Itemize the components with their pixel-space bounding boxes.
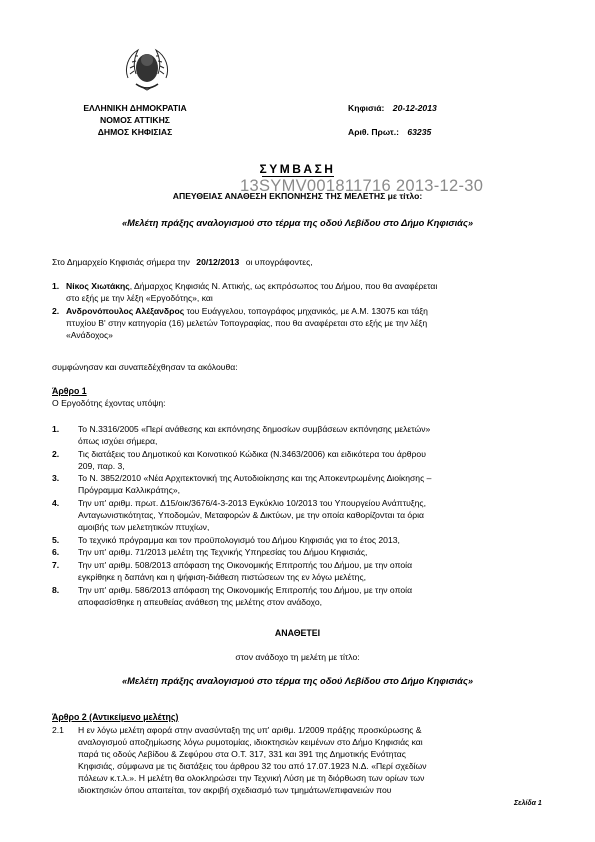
intro-line <box>52 256 313 268</box>
assigns-heading: ΑΝΑΘΕΤΕΙ <box>274 628 321 638</box>
article-1-item-line: εγκρίθηκε η δαπάνη και η ψήφιση-διάθεση πιστώσεων της εν λόγω μελέτης, <box>78 572 366 582</box>
issuer-block <box>60 102 210 138</box>
article-1-intro: Ο Εργοδότης έχοντας υπόψη: <box>52 398 166 408</box>
assigns-sub: στον ανάδοχο τη μελέτη με τίτλο: <box>235 652 360 662</box>
article-1-item-number: 1. <box>52 424 60 434</box>
article-1-item-number: 4. <box>52 498 60 508</box>
party-number: 1. <box>52 281 60 291</box>
agreed-line: συμφώνησαν και συναπεδέχθησαν τα ακόλουθα: <box>52 362 238 372</box>
subtitle: ΑΠΕΥΘΕΙΑΣ ΑΝΑΘΕΣΗ ΕΚΠΟΝΗΣΗΣ ΤΗΣ ΜΕΛΕΤΗΣ με τίτλο: <box>172 191 423 201</box>
party-1 <box>66 280 547 304</box>
article-1-item-number: 8. <box>52 585 60 595</box>
article-1-item <box>78 559 547 583</box>
article-1-item-line: Το Ν. 3852/2010 «Νέα Αρχιτεκτονική της Αυτοδιοίκησης και της Αποκεντρωμένης Διοίκησης – <box>78 473 432 483</box>
contract-subject: «Μελέτη πράξης αναλογισμού στο τέρμα της οδού Λεβίδου στο Δήμο Κηφισιάς» <box>121 218 474 228</box>
article-1-item <box>78 448 547 472</box>
article-1-item-line: αποφασίσθηκε η απευθείας ανάθεση της μελέτης στον ανάδοχο, <box>78 597 322 607</box>
page-footer: Σελίδα 1 <box>514 800 542 807</box>
place-label: Κηφισιά: <box>348 103 385 113</box>
article-2-line: αναλογισμού αποζημίωσης λόγω ρυμοτομίας, ιδιοκτησιών κειμένων στο Δήμο Κηφισιάς και <box>78 737 423 747</box>
article-2-line: πόλεων κ.τ.λ.». Η μελέτη θα ολοκληρώσει την Τεχνική Λύση με τη διόρθωση των ορίων των <box>78 773 425 783</box>
article-2-line: παρά τις οδούς Λεβίδου & Ζεφύρου στα Ο.Τ. 317, 331 και 391 της Δημοτικής Ενότητας <box>78 749 406 759</box>
party-text: , Δήμαρχος Κηφισιάς Ν. Αττικής, ως εκπρόσωπος του Δήμου, που θα αναφέρεται <box>129 281 438 291</box>
party-name: Ανδρονόπουλος Αλέξανδρος <box>66 306 185 316</box>
article-1-item-line: Το τεχνικό πρόγραμμα και τον προϋπολογισμό του Δήμου Κηφισιάς για το έτος 2013, <box>78 535 400 545</box>
article-1-item <box>78 546 547 558</box>
article-1-item <box>78 423 547 447</box>
issuer-line: ΝΟΜΟΣ ΑΤΤΙΚΗΣ <box>100 115 170 125</box>
article-1-item-line: Την υπ' αριθμ. 71/2013 μελέτη της Τεχνικής Υπηρεσίας του Δήμου Κηφισιάς, <box>78 547 368 557</box>
article-2-number: 2.1 <box>52 725 64 735</box>
document-date: 20-12-2013 <box>392 103 437 113</box>
article-1-item-line: 209, παρ. 3, <box>78 461 125 471</box>
article-1-item-number: 3. <box>52 473 60 483</box>
protocol-number: 63235 <box>407 127 432 137</box>
article-2-line: ιδιοκτησιών όπου απαιτείται, τον ακριβή σχεδιασμό των τμημάτων/επιφανειών που <box>78 785 392 795</box>
article-1-item-number: 5. <box>52 535 60 545</box>
party-name: Νίκος Χιωτάκης <box>66 281 130 291</box>
article-2-body <box>78 724 547 796</box>
article-1-item-number: 7. <box>52 560 60 570</box>
article-1-item-line: αμοιβής των μελετητικών πτυχίων, <box>78 522 210 532</box>
issuer-line: ΔΗΜΟΣ ΚΗΦΙΣΙΑΣ <box>97 127 173 137</box>
article-1-item-number: 6. <box>52 547 60 557</box>
article-1-item-line: όπως ισχύει σήμερα, <box>78 436 158 446</box>
article-1-heading: Άρθρο 1 <box>52 386 87 396</box>
party-2 <box>66 305 547 341</box>
article-1-item-line: Τις διατάξεις του Δημοτικού και Κοινοτικού Κώδικα (Ν.3463/2006) και ειδικότερα του άρθρου <box>78 449 426 459</box>
article-1-item-line: Την υπ' αριθμ. 508/2013 απόφαση της Οικονομικής Επιτροπής του Δήμου, με την οποία <box>78 560 413 570</box>
greek-emblem-logo <box>120 44 174 94</box>
contract-subject-repeat: «Μελέτη πράξης αναλογισμού στο τέρμα της οδού Λεβίδου στο Δήμο Κηφισιάς» <box>121 676 474 686</box>
article-1-item-line: Πρόγραμμα Καλλικράτης», <box>78 485 181 495</box>
article-2-heading: Άρθρο 2 (Αντικείμενο μελέτης) <box>52 712 179 722</box>
registry-stamp: 13SYMV001811716 2013-12-30 <box>240 177 484 195</box>
party-text: πτυχίου Β' στην κατηγορία (16) μελετών Τοπογραφίας, που θα αναφέρεται στο εξής με την λέξη <box>66 318 428 328</box>
intro-date: 20/12/2013 <box>196 257 240 267</box>
article-1-item-line: Το Ν.3316/2005 «Περί ανάθεσης και εκπόνησης δημοσίων συμβάσεων εκπόνησης μελετών» <box>78 424 431 434</box>
article-1-item <box>78 534 547 546</box>
intro-suffix: οι υπογράφοντες, <box>245 257 313 267</box>
issuer-line: ΕΛΛΗΝΙΚΗ ΔΗΜΟΚΡΑΤΙΑ <box>83 103 187 113</box>
article-1-item-number: 2. <box>52 449 60 459</box>
article-1-item <box>78 497 547 533</box>
party-text: «Ανάδοχος» <box>66 330 113 340</box>
article-1-item-line: Ανταγωνιστικότητας, Υποδομών, Μεταφορών & Δικτύων, με την οποία καθορίζονται τα όρια <box>78 510 424 520</box>
date-line <box>348 102 437 114</box>
article-2-line: Κηφισιάς, σύμφωνα με τις διατάξεις του άρθρου 32 του από 17.07.1923 Ν.Δ. «Περί σχεδίων <box>78 761 427 771</box>
article-1-item <box>78 584 547 608</box>
party-text: στο εξής με την λέξη «Εργοδότης», και <box>66 293 213 303</box>
page-title: ΣΥΜΒΑΣΗ <box>259 162 336 176</box>
protocol-line <box>348 126 431 138</box>
article-1-item <box>78 472 547 496</box>
party-number: 2. <box>52 306 60 316</box>
party-text: του Ευάγγελου, τοπογράφος μηχανικός, με Α.Μ. 13075 και τάξη <box>184 306 428 316</box>
article-1-item-line: Την υπ' αριθμ. πρωτ. Δ15/οικ/3676/4-3-2013 Εγκύκλιο 10/2013 του Υπουργείου Ανάπτυξης, <box>78 498 426 508</box>
intro-prefix: Στο Δημαρχείο Κηφισιάς σήμερα την <box>52 257 190 267</box>
article-2-line: Η εν λόγω μελέτη αφορά στην ανασύνταξη της υπ' αριθμ. 1/2009 πράξης προσκύρωσης & <box>78 725 422 735</box>
protocol-label: Αριθ. Πρωτ.: <box>348 127 399 137</box>
article-1-item-line: Την υπ' αριθμ. 586/2013 απόφαση της Οικονομικής Επιτροπής του Δήμου, με την οποία <box>78 585 413 595</box>
